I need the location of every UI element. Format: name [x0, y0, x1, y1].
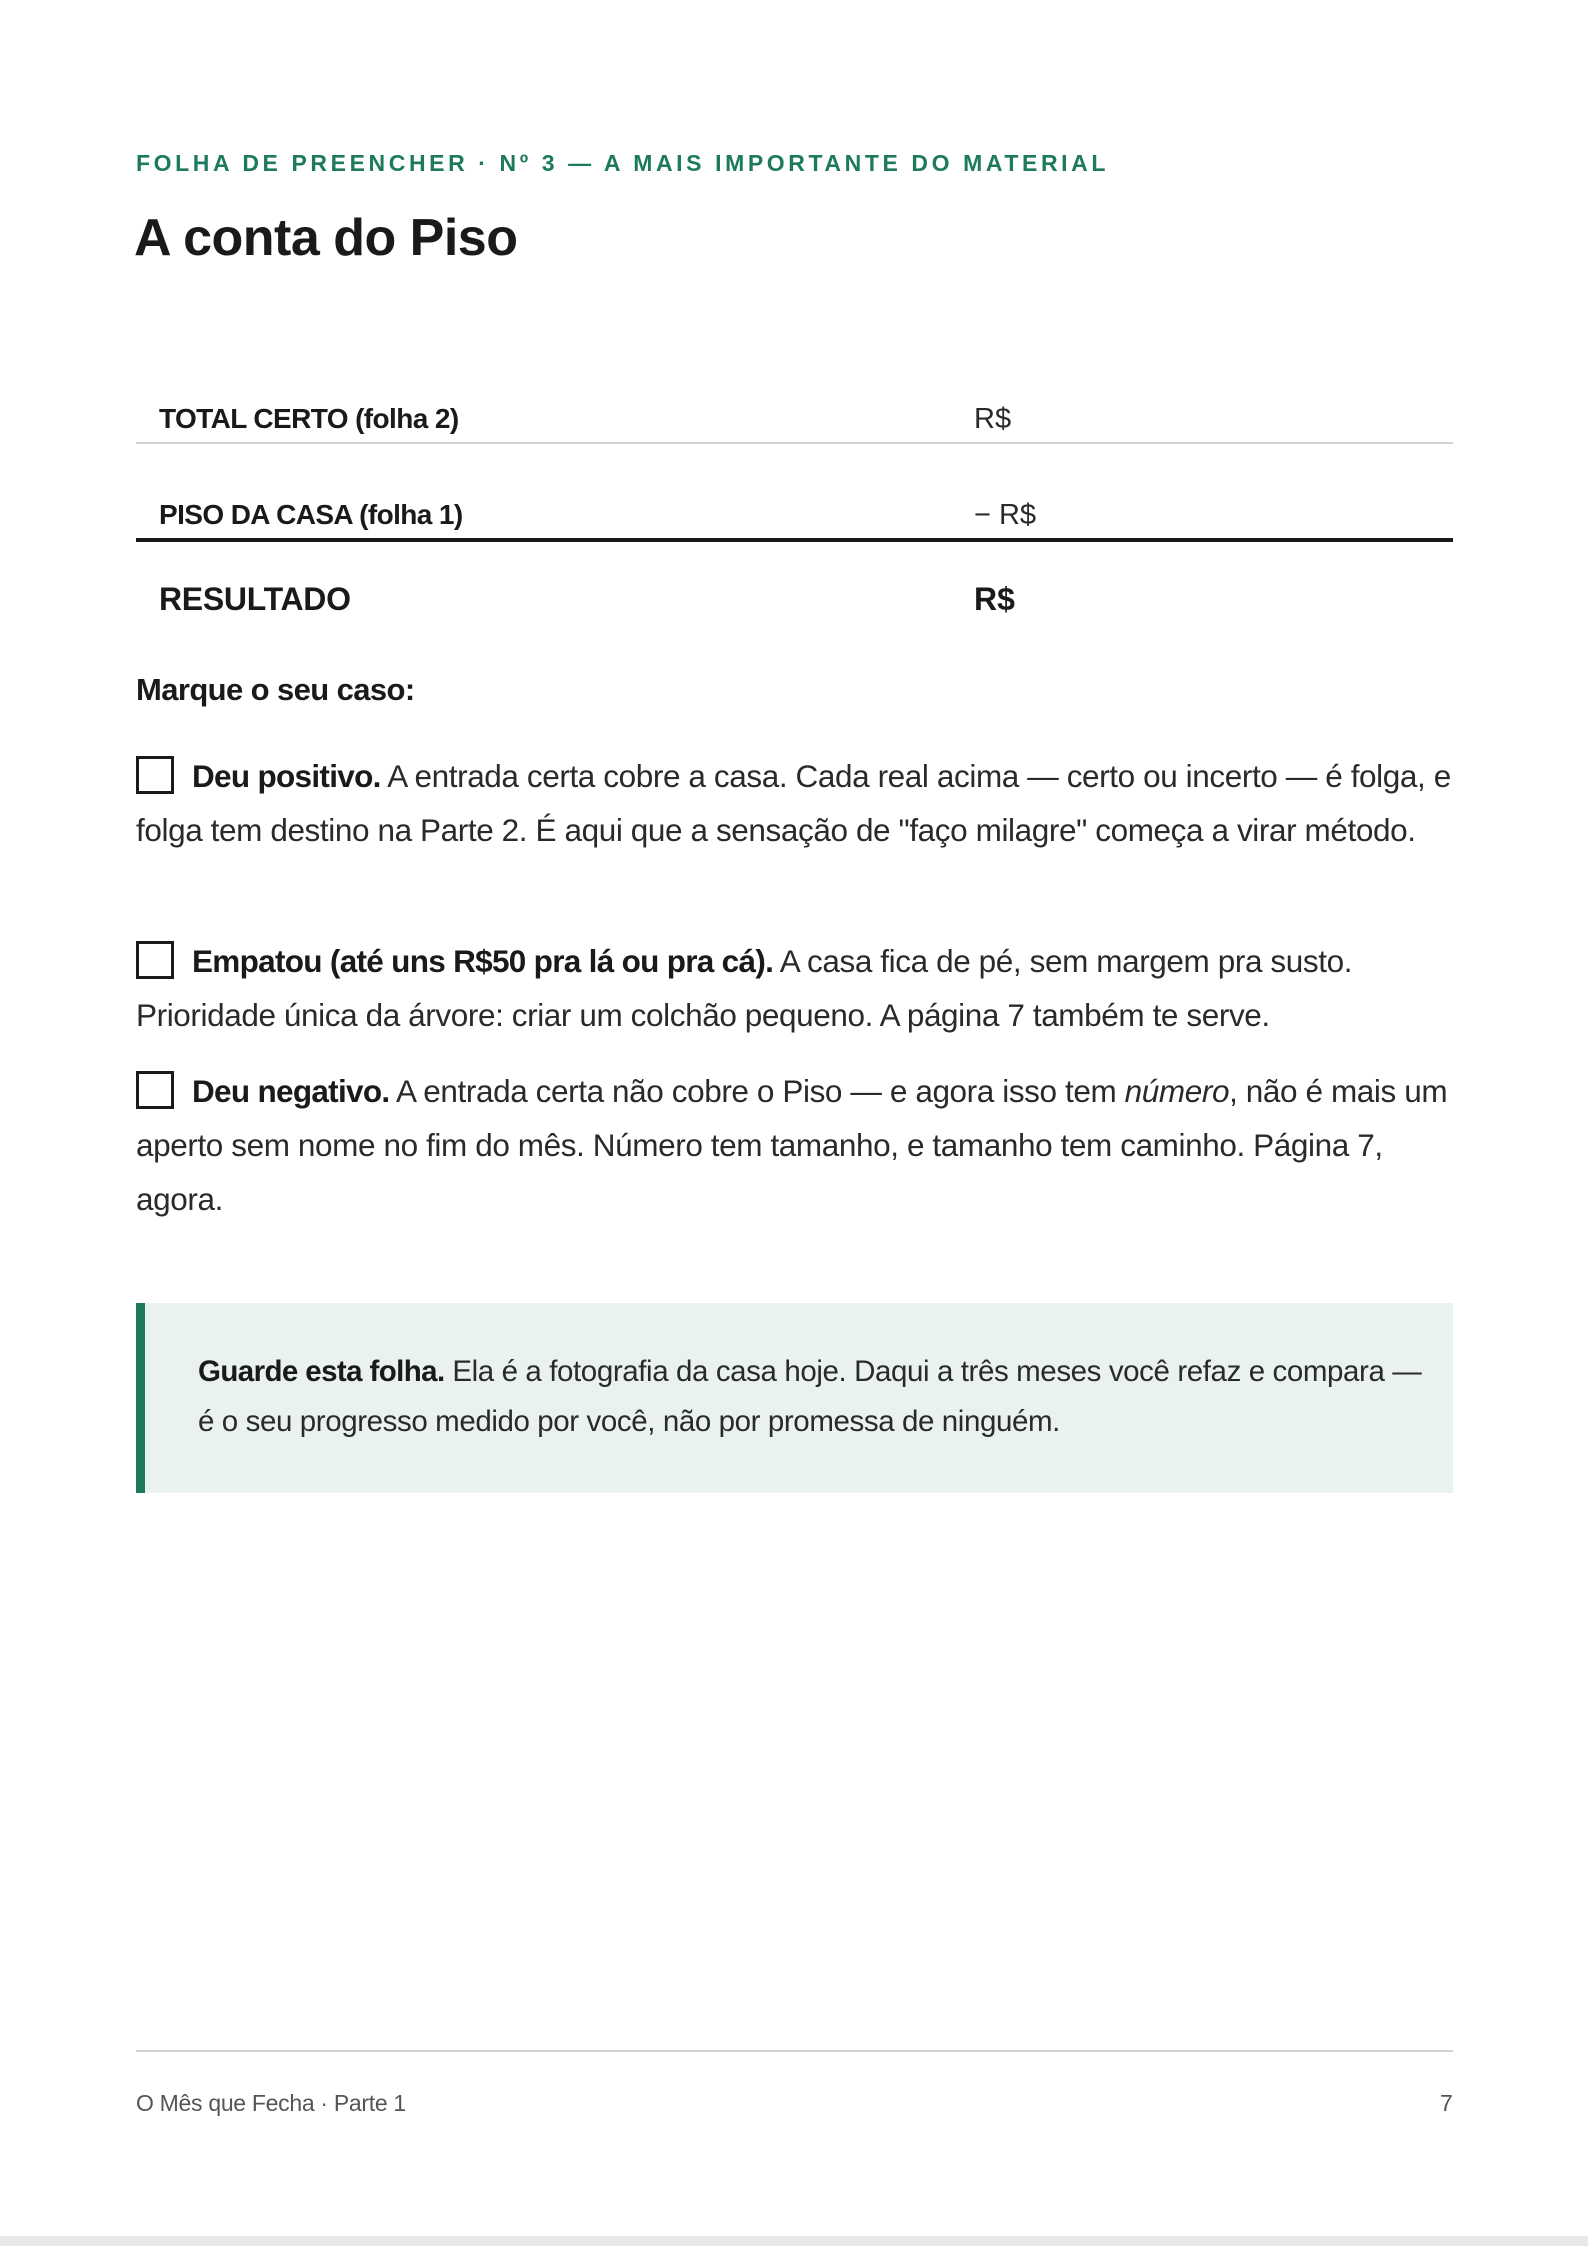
piso-da-casa-field[interactable]: − R$: [974, 499, 1037, 531]
case-text: A casa fica de pé, sem margem pra susto. Prioridade única da árvore: criar um colchão pequeno. A página 7 também te serve.: [136, 943, 1353, 1033]
case-emphasis: número: [1124, 1073, 1230, 1109]
piso-da-casa-label: PISO DA CASA (folha 1): [159, 499, 463, 530]
calc-row-total: [136, 398, 1453, 440]
divider-line: [136, 442, 1453, 444]
sheet-eyebrow: FOLHA DE PREENCHER · Nº 3 — A MAIS IMPORTANTE DO MATERIAL: [136, 150, 1110, 176]
resultado-label: RESULTADO: [159, 581, 351, 617]
case-text: A entrada certa cobre a casa. Cada real acima — certo ou incerto — é folga, e folga tem destino na Parte 2. É aqui que a sensação de "faço milagre" começa a virar método.: [136, 758, 1451, 848]
callout-text: [198, 1347, 1428, 1447]
cases-prompt: Marque o seu caso:: [136, 672, 415, 707]
case-text: A entrada certa não cobre o Piso — e agora isso tem: [389, 1073, 1125, 1109]
calc-row-result: [136, 578, 1453, 622]
total-certo-field[interactable]: R$: [974, 403, 1012, 435]
case-option-negative: [136, 1064, 1456, 1226]
callout-heading: Guarde esta folha.: [198, 1355, 445, 1388]
calc-row-piso: [136, 494, 1453, 536]
case-option-tie: [136, 934, 1456, 1042]
case-option-positive: [136, 749, 1456, 857]
page-title: A conta do Piso: [134, 209, 518, 267]
footer-book-title: O Mês que Fecha · Parte 1: [136, 2090, 406, 2116]
resultado-field[interactable]: R$: [974, 581, 1015, 617]
callout-body: Ela é a fotografia da casa hoje. Daqui a três meses você refaz e compara — é o seu progresso medido por você, não por promessa de ninguém.: [198, 1355, 1422, 1438]
callout-note: [136, 1303, 1453, 1493]
case-text: , não é mais um aperto sem nome no fim do mês. Número tem tamanho, e tamanho tem caminho. Página 7, agora.: [136, 1073, 1448, 1217]
case-heading: Empatou (até uns R$50 pra lá ou pra cá).: [192, 943, 774, 979]
case-heading: Deu positivo.: [192, 758, 381, 794]
checkbox-negative[interactable]: [136, 1071, 174, 1109]
footer-divider: [136, 2050, 1453, 2052]
checkbox-tie[interactable]: [136, 941, 174, 979]
total-certo-label: TOTAL CERTO (folha 2): [159, 403, 459, 434]
sum-line: [136, 538, 1453, 542]
page-number: 7: [1440, 2090, 1453, 2116]
case-heading: Deu negativo.: [192, 1073, 390, 1109]
checkbox-positive[interactable]: [136, 756, 174, 794]
